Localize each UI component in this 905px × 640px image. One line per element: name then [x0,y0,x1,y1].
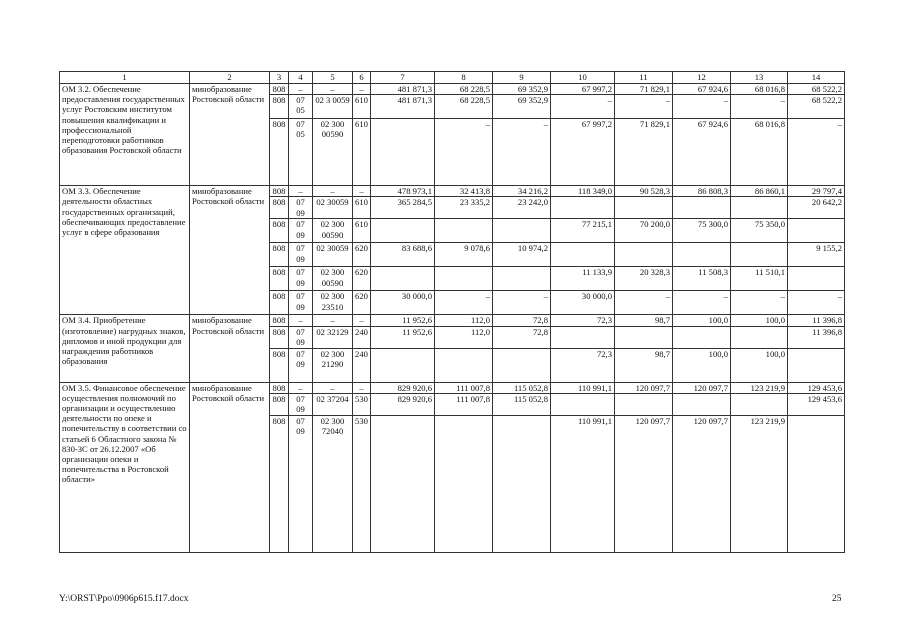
table-cell: 02 30059 [313,243,353,267]
table-cell [551,197,615,219]
table-cell [435,267,493,291]
table-cell: 808 [270,348,289,382]
table-cell [673,326,731,348]
table-cell: 111 007,8 [435,382,493,393]
table-cell: 808 [270,186,289,197]
header-cell: 3 [270,72,289,84]
table-cell: 20 328,3 [615,267,673,291]
table-cell: 68 228,5 [435,84,493,95]
table-cell: 115 052,8 [493,393,551,415]
table-cell: 68 016,8 [731,84,788,95]
table-cell: 07 09 [289,291,313,315]
table-cell: 620 [353,267,371,291]
table-cell: 111 007,8 [435,393,493,415]
table-cell: 71 829,1 [615,119,673,186]
table-cell: 808 [270,197,289,219]
table-cell: – [289,382,313,393]
table-cell: 610 [353,119,371,186]
table-cell: 808 [270,267,289,291]
table-cell: 808 [270,382,289,393]
table-cell [493,267,551,291]
table-cell: 110 991,1 [551,382,615,393]
table-cell: – [313,315,353,326]
table-cell: 118 349,0 [551,186,615,197]
table-row [60,315,845,326]
table-cell [551,326,615,348]
table-cell: 07 09 [289,267,313,291]
table-cell [551,243,615,267]
table-cell: 69 352,9 [493,95,551,119]
table-cell: 530 [353,393,371,415]
header-cell: 13 [731,72,788,84]
table-cell: 620 [353,243,371,267]
table-cell: 808 [270,219,289,243]
table-cell: 110 991,1 [551,415,615,552]
document-path: Y:\ORST\Ppo\0906p615.f17.docx [59,594,189,604]
table-cell: 07 09 [289,415,313,552]
table-cell: 72,8 [493,326,551,348]
header-cell: 1 [60,72,190,84]
header-cell: 7 [371,72,435,84]
table-cell: 829 920,6 [371,393,435,415]
table-cell: 129 453,6 [788,382,845,393]
table-row [60,382,845,393]
measure-name: ОМ 3.4. Приобретение (изготовление) нагрудных знаков, дипломов и иной продукции для награждения работников образования [60,315,190,382]
executor: минобразование Ростовской области [190,186,270,315]
table-cell: 365 284,5 [371,197,435,219]
table-cell: 481 871,3 [371,84,435,95]
table-cell: 72,3 [551,348,615,382]
table-cell: – [731,95,788,119]
table-cell: 71 829,1 [615,84,673,95]
table-cell: – [788,119,845,186]
table-cell: – [493,119,551,186]
table-cell: 70 200,0 [615,219,673,243]
table-cell: 07 09 [289,326,313,348]
table-cell: 07 05 [289,95,313,119]
table-cell: 90 528,3 [615,186,673,197]
header-cell: 6 [353,72,371,84]
header-cell: 8 [435,72,493,84]
table-cell: 100,0 [731,348,788,382]
table-cell: 11 396,8 [788,315,845,326]
table-cell: 69 352,9 [493,84,551,95]
table-cell: – [289,186,313,197]
table-cell: 67 997,2 [551,84,615,95]
table-cell: 11 396,8 [788,326,845,348]
executor: минобразование Ростовской области [190,382,270,552]
budget-table [59,71,845,553]
table-cell: 75 300,0 [673,219,731,243]
table-cell: 100,0 [731,315,788,326]
table-cell: 808 [270,393,289,415]
table-cell: 808 [270,315,289,326]
header-cell: 9 [493,72,551,84]
table-cell: 478 973,1 [371,186,435,197]
table-cell: 77 215,1 [551,219,615,243]
table-cell: 67 997,2 [551,119,615,186]
table-cell: 02 3 0059 [313,95,353,119]
table-cell [493,348,551,382]
table-cell: 808 [270,243,289,267]
table-cell: – [435,119,493,186]
table-cell: 808 [270,119,289,186]
table-cell [493,219,551,243]
table-cell: 83 688,6 [371,243,435,267]
table-cell [673,243,731,267]
table-row [60,186,845,197]
table-cell: 808 [270,326,289,348]
table-cell [615,393,673,415]
table-cell: – [615,291,673,315]
table-cell [615,326,673,348]
table-cell: 115 052,8 [493,382,551,393]
table-cell: 11 510,1 [731,267,788,291]
table-cell: 808 [270,84,289,95]
table-cell [371,119,435,186]
table-cell [371,415,435,552]
table-cell: – [673,291,731,315]
table-cell [731,393,788,415]
table-cell: 481 871,3 [371,95,435,119]
table-cell: 11 508,3 [673,267,731,291]
table-cell: 02 300 21290 [313,348,353,382]
table-cell: 68 228,5 [435,95,493,119]
table-cell: 23 335,2 [435,197,493,219]
table-cell: 68 016,8 [731,119,788,186]
table-cell: 67 924,6 [673,119,731,186]
table-cell: 808 [270,415,289,552]
table-cell: 808 [270,291,289,315]
table-cell: 86 808,3 [673,186,731,197]
table-cell [788,219,845,243]
table-cell: 68 522,2 [788,95,845,119]
page-number: 25 [832,594,842,604]
table-cell: 123 219,9 [731,415,788,552]
table-cell [435,219,493,243]
table-cell: – [435,291,493,315]
measure-name: ОМ 3.5. Финансовое обеспечение осуществления полномочий по организации и осуществлению деятельности по опеке и попечительству в соответствии со статьей 6 Областного закона № 830-ЗС от 26.12.2007 «Об организации опеки и попечительства в Ростовской области» [60,382,190,552]
table-cell: 829 920,6 [371,382,435,393]
table-cell [673,393,731,415]
table-cell: 9 078,6 [435,243,493,267]
table-cell [371,267,435,291]
table-cell: – [673,95,731,119]
table-cell: 02 300 00590 [313,267,353,291]
table-cell [435,415,493,552]
header-cell: 10 [551,72,615,84]
table-cell: 610 [353,197,371,219]
table-cell: 02 300 72040 [313,415,353,552]
table-cell: – [615,95,673,119]
executor: минобразование Ростовской области [190,84,270,186]
table-cell: 02 300 00590 [313,219,353,243]
table-cell: 72,3 [551,315,615,326]
table-cell: 32 413,8 [435,186,493,197]
table-cell: 07 09 [289,393,313,415]
header-cell: 4 [289,72,313,84]
table-cell [788,415,845,552]
table-cell: 120 097,7 [673,415,731,552]
table-cell: 72,8 [493,315,551,326]
table-cell: 02 300 23510 [313,291,353,315]
table-cell: 07 09 [289,243,313,267]
table-cell: – [353,84,371,95]
table-cell: – [353,186,371,197]
table-cell [493,415,551,552]
table-cell [435,348,493,382]
table-cell: 112,0 [435,326,493,348]
table-cell: 30 000,0 [371,291,435,315]
header-cell: 11 [615,72,673,84]
table-cell [788,348,845,382]
table-cell: 02 37204 [313,393,353,415]
table-cell [551,393,615,415]
table-cell: 620 [353,291,371,315]
table-cell: – [493,291,551,315]
table-cell: 98,7 [615,315,673,326]
table-cell: 808 [270,95,289,119]
table-cell [731,326,788,348]
table-cell: – [731,291,788,315]
table-cell: 23 242,0 [493,197,551,219]
table-cell: 07 09 [289,219,313,243]
table-cell: 10 974,2 [493,243,551,267]
table-cell: – [289,84,313,95]
table-cell: 240 [353,348,371,382]
table-cell: 68 522,2 [788,84,845,95]
table-cell: 100,0 [673,348,731,382]
table-cell: – [788,291,845,315]
table-cell: 610 [353,219,371,243]
table-cell: – [353,382,371,393]
table-cell: 34 216,2 [493,186,551,197]
table-cell: 20 642,2 [788,197,845,219]
header-cell: 12 [673,72,731,84]
table-cell: 07 09 [289,197,313,219]
table-cell: 11 133,9 [551,267,615,291]
table-cell [371,348,435,382]
table-row [60,84,845,95]
table-cell: 240 [353,326,371,348]
table-cell [615,197,673,219]
table-cell: 75 350,0 [731,219,788,243]
measure-name: ОМ 3.2. Обеспечение предоставления государственных услуг Ростовским институтом повышения квалификации и профессиональной переподготовки работников образования Ростовской области [60,84,190,186]
table-cell: 86 860,1 [731,186,788,197]
table-cell: 11 952,6 [371,326,435,348]
table-cell: 07 09 [289,348,313,382]
header-cell: 14 [788,72,845,84]
table-cell: 610 [353,95,371,119]
table-cell: 9 155,2 [788,243,845,267]
measure-name: ОМ 3.3. Обеспечение деятельности областных государственных организаций, обеспечивающих предоставление услуг в сфере образования [60,186,190,315]
table-cell: 123 219,9 [731,382,788,393]
table-cell: – [551,95,615,119]
header-cell: 2 [190,72,270,84]
table-cell: 120 097,7 [615,382,673,393]
table-cell: 07 05 [289,119,313,186]
table-cell: 120 097,7 [673,382,731,393]
table-cell: 100,0 [673,315,731,326]
table-cell [788,267,845,291]
table-cell: 67 924,6 [673,84,731,95]
table-cell [731,243,788,267]
table-cell: 02 32129 [313,326,353,348]
table-cell: 129 453,6 [788,393,845,415]
table-cell: 29 797,4 [788,186,845,197]
table-cell: – [313,84,353,95]
header-cell: 5 [313,72,353,84]
table-cell: 112,0 [435,315,493,326]
table-cell [673,197,731,219]
table-cell: – [313,186,353,197]
table-cell: 11 952,6 [371,315,435,326]
table-cell [731,197,788,219]
table-cell: 02 300 00590 [313,119,353,186]
table-cell: 30 000,0 [551,291,615,315]
table-cell: 02 30059 [313,197,353,219]
table-cell [371,219,435,243]
table-cell: 120 097,7 [615,415,673,552]
executor: минобразование Ростовской области [190,315,270,382]
table-cell: – [313,382,353,393]
table-cell: – [353,315,371,326]
table-cell [615,243,673,267]
table-cell: 98,7 [615,348,673,382]
table-cell: – [289,315,313,326]
table-cell: 530 [353,415,371,552]
table-header-row [60,72,845,84]
